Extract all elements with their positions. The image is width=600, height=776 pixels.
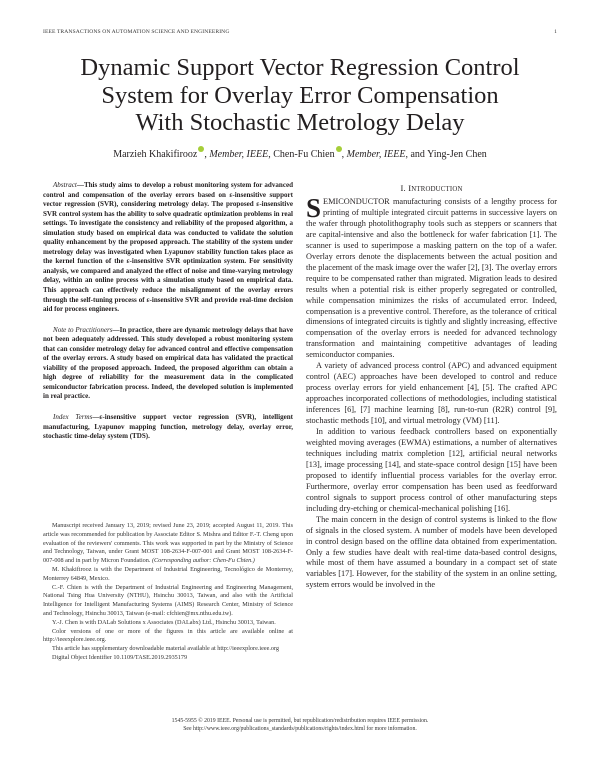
footnotes — [43, 522, 293, 663]
note-text: In practice, there are dynamic metrology delays that have not been adequately addressed. This study developed a robust monitoring system that can consider metrology delay for advanced control and effective compensation of the overlay errors. A study based on empirical data has validated the practical viability of the proposed approach. Indeed, the proposed algorithm can obtain a high degree of reliability for the measurement data in the complicated semiconductor fabrication process. Indeed, the developed solution is implemented in real practice. — [43, 325, 293, 401]
footnote-doi: Digital Object Identifier 10.1109/TASE.2019.2935179 — [52, 653, 188, 661]
drop-cap: S — [306, 193, 322, 223]
note-to-practitioners: Note to Practitioners—In practice, there are dynamic metrology delays that have not been adequately addressed. This study developed a robust monitoring system that can consider metrology delay for advanced control and effective compensation of the overlay errors. A study based on empirical data has validated the practical viability of the proposed approach. Indeed, the proposed algorithm can obtain a high degree of reliability for the measurement data in the complicated semiconductor fabrication process. Indeed, the developed solution is implemented in real practice. — [43, 325, 293, 401]
author-list: Marzieh Khakifirooz , Member, IEEE, Chen-Fu Chien , Member, IEEE, and Ying-Jen Chen — [40, 146, 560, 160]
running-header — [43, 29, 557, 35]
abstract: Abstract—This study aims to develop a robust monitoring system for advanced control and compensation of the overlay errors based on ε-insensitive support vector regression (SVR), considering metrology delay. The proposed ε-insensitive SVR control system has the ability to solve quadratic optimization problems in real settings. To investigate the consistency and reliability of the proposed algorithm, a simulation study based on empirical data was conducted to validate the solution quality enhancement by the proposed approach. The stability of the system under metrology delay was investigated when Lyapunov stability function takes place as the kernel function of the ε-insensitive SVR optimization system. For sensitivity analysis, we compared and analyzed the effect of noise and time-varying metrology delay, within an online process with a simulation study based on empirical data. This approach can effectively reduce the misalignment of the overlay errors through the self-tuning process of ε-insensitive SVR and provide real-time decision aid for process engineers. — [43, 181, 293, 314]
page-number: 1 — [554, 29, 557, 35]
copyright-line-2: See http://www.ieee.org/publications_standards/publications/rights/index.html for more information. — [183, 726, 417, 732]
note-label: Note to Practitioners — [53, 325, 113, 334]
journal-name: IEEE TRANSACTIONS ON AUTOMATION SCIENCE AND ENGINEERING — [43, 29, 230, 35]
author-role: Member, IEEE — [209, 149, 269, 160]
abstract-text: This study aims to develop a robust monitoring system for advanced control and compensation of the overlay errors based on ε-insensitive support vector regression (SVR), considering metrology delay. The proposed ε-insensitive SVR control system has the ability to solve quadratic optimization problems in real settings. To investigate the consistency and reliability of the proposed algorithm, a simulation study based on empirical data was conducted to validate the solution quality enhancement by the proposed approach. The stability of the system under metrology delay was investigated when Lyapunov stability function takes place as the kernel function of the ε-insensitive SVR optimization system. For sensitivity analysis, we compared and analyzed the effect of noise and time-varying metrology delay, within an online process with a simulation study based on empirical data. This approach can effectively reduce the misalignment of the overlay errors through the self-tuning process of ε-insensitive SVR and provide real-time decision aid for process engineers. — [43, 181, 293, 314]
author-name: Ying-Jen Chen — [427, 149, 487, 160]
copyright-notice — [40, 717, 560, 733]
author-role: Member, IEEE — [346, 149, 406, 160]
footnote-affiliation-2: C.-F. Chien is with the Department of Industrial Engineering and Engineering Management, National Tsing Hua University (NTHU), Hsinchu 30013, Taiwan, and also with the Artificial Intelligence for Intelligent Manufacturing Systems (AIMS) Research Center, Ministry of Science and Technology, Hsinchu 30013, Taiwan (e-mail: cfchien@mx.nthu.edu.tw). — [43, 583, 293, 617]
paper-title — [40, 54, 560, 137]
author-name: Marzieh Khakifirooz — [113, 149, 198, 160]
index-terms: Index Terms—ε-insensitive support vector regression (SVR), intelligent manufacturing, Lyapunov mapping function, metrology delay, overlay error, stochastic time-delay system (TDS). — [43, 413, 293, 441]
footnote-affiliation-3: Y.-J. Chen is with DALab Solutions x Associates (DALabx) Ltd., Hsinchu 30013, Taiwan. — [52, 618, 276, 626]
author-name: Chen-Fu Chien — [273, 149, 335, 160]
abstract-label: Abstract — [53, 181, 77, 189]
footnote-affiliation-1: M. Khakifirooz is with the Department of Industrial Engineering, Tecnológico de Monterrey, Monterrey 64849, Mexico. — [43, 565, 293, 582]
title-line-2: System for Overlay Error Compensation — [101, 81, 499, 109]
index-terms-label: Index Terms — [53, 413, 93, 422]
index-terms-text: ε-insensitive support vector regression (SVR), intelligent manufacturing, Lyapunov mapping function, metrology delay, overlay error, stochastic time-delay system (TDS). — [43, 413, 293, 441]
corresponding-author: (Corresponding author: Chen-Fu Chien.) — [151, 557, 255, 565]
footnote-color-versions: Color versions of one or more of the figures in this article are available online at http://ieeexplore.ieee.org. — [43, 627, 293, 644]
intro-paragraph-4: The main concern in the design of control systems is linked to the flow of signals in the closed system. A number of models have been developed in control design based on the offline data obtained from experimentation. Only a few studies have dealt with real-time data-based control designs, while most of them have assumed a boundary in a compact set of state variables [17]. However, for the stability of the system in an online setting, system errors would be involved in the — [306, 514, 557, 590]
right-column — [306, 183, 557, 591]
intro-paragraph-1: SEMICONDUCTOR manufacturing consists of a lengthy process for printing of multiple integrated circuit patterns in successive layers on the wafer through photolithography tools such as steppers or scanners that are capital-intensive and also the bottleneck for wafer fabrication [1]. The scanner is used to superimpose a masking pattern on the top of a wafer. Overlay errors denote the displacements between the actual position and the placement of the mask image over the wafer [2], [3]. The overlay errors require to be compensated rather than migrated. Migration leads to desired results when a potential risk is either properly segregated or controlled, while compensation minimizes the risks of accumulated error. Indeed, compensation is a preventive control. Therefore, as the tolerance of critical dimensions of integrated circuits is tightly and slightly increasing, effective compensation of the overlay errors is needed for advanced technology transformation and maintaining competitive advantages of leading semiconductor companies. — [306, 193, 557, 360]
footnote-supplementary: This article has supplementary downloadable material available at http://ieeexplore.ieee.org — [52, 645, 280, 653]
intro-paragraph-3: In addition to various feedback controllers based on exponentially weighted moving averages (EWMA) estimations, a number of alternatives techniques including matrix completion [12], artificial neural networks [13], image processing [14], and state-space control design [15] have been proposed to identify influential process variables for the overlay error. Furthermore, overlay error compensation has been used as feedforward control signals to support process control of other manufacturing steps including dry-etching or chemical-mechanical polishing [16]. — [306, 427, 557, 513]
footnote-received: Manuscript received January 13, 2019; revised June 23, 2019; accepted August 11, 2019. This article was recommended for publication by Associate Editor S. Mishra and Editor F.-T. Cheng upon evaluation of the reviewers' comments. This work was supported in part by the Ministry of Science and Technology, Taiwan, under Grant MOST 108-2634-F-007-001 and Grant MOST 108-2634-F-007-008 and in part by Micron Foundation. (Corresponding author: Chen-Fu Chien.) — [43, 522, 293, 565]
copyright-line-1: 1545-5955 © 2019 IEEE. Personal use is permitted, but republication/redistribution requires IEEE permission. — [171, 718, 429, 724]
title-line-1: Dynamic Support Vector Regression Control — [80, 54, 520, 81]
title-line-3: With Stochastic Metrology Delay — [135, 109, 465, 136]
left-column — [43, 181, 293, 442]
section-heading-introduction: I. INTRODUCTION — [400, 183, 463, 193]
intro-paragraph-2: A variety of advanced process control (APC) and advanced equipment control (AEC) approaches have been developed to control and reduce process overlay errors for yield enhancement [4], [5]. The crafted APC approaches incorporated collections of methodologies, including statistical inferences [6], [7] machine learning [8], run-to-run (R2R) control [9], stochastic methods [10], and virtual metrology (VM) [11]. — [306, 361, 557, 426]
